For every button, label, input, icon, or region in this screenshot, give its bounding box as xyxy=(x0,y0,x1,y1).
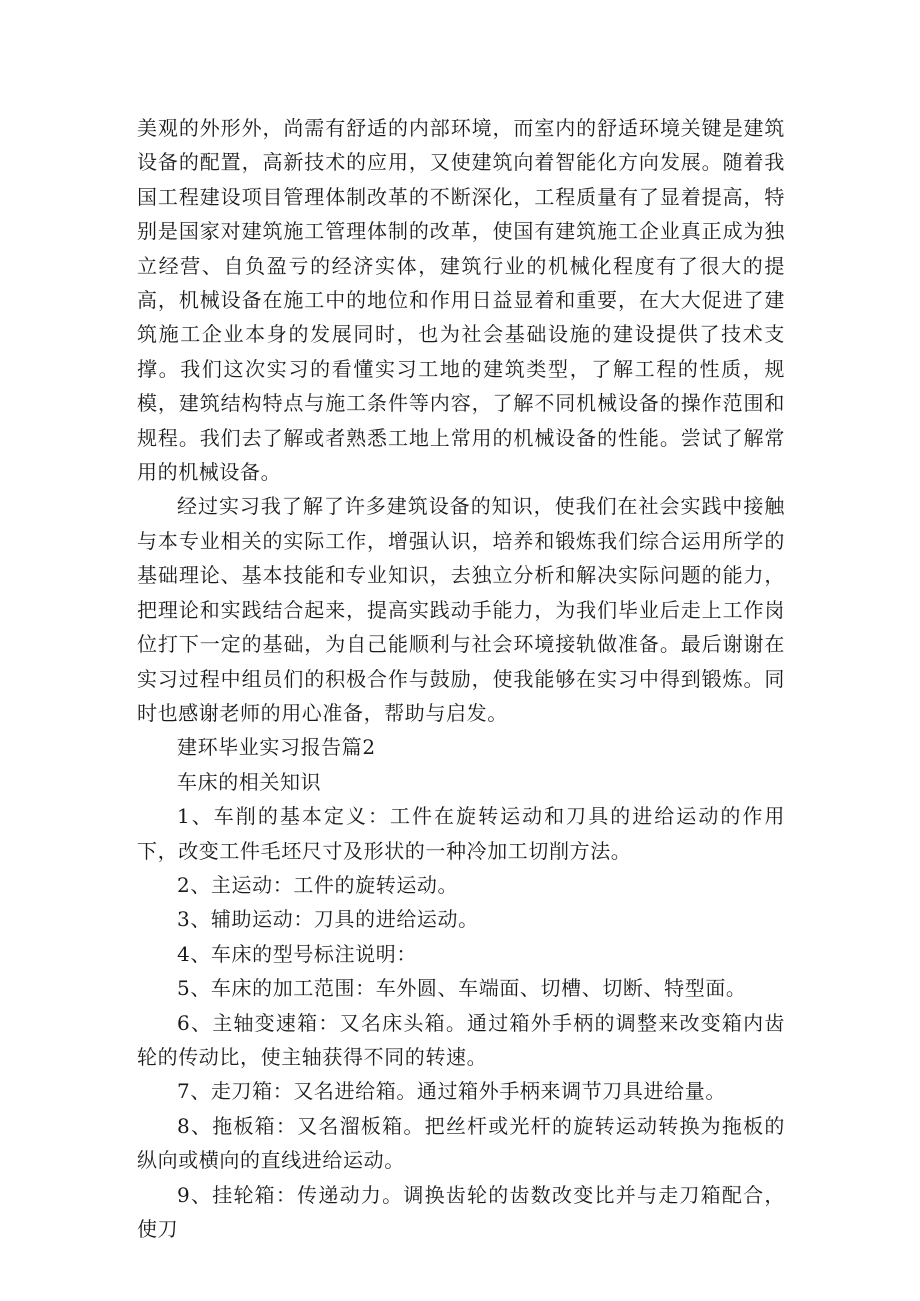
paragraph-continued: 美观的外形外，尚需有舒适的内部环境，而室内的舒适环境关键是建筑设备的配置，高新技术的应用，又使建筑向着智能化方向发展。随着我国工程建设项目管理体制改革的不断深化，工程质量有了显着提高，特别是国家对建筑施工管理体制的改革，使国有建筑施工企业真正成为独立经营、自负盈亏的经济实体，建筑行业的机械化程度有了很大的提高，机械设备在施工中的地位和作用日益显着和重要，在大大促进了建筑施工企业本身的发展同时，也为社会基础设施的建设提供了技术支撑。我们这次实习的看懂实习工地的建筑类型，了解工程的性质，规模，建筑结构特点与施工条件等内容，了解不同机械设备的操作范围和规程。我们去了解或者熟悉工地上常用的机械设备的性能。尝试了解常用的机械设备。 xyxy=(137,116,785,485)
list-item: 5、车床的加工范围：车外圆、车端面、切槽、切断、特型面。 xyxy=(177,976,747,1001)
list-item: 3、辅助运动：刀具的进给运动。 xyxy=(177,907,479,932)
list-item: 8、拖板箱：又名溜板箱。把丝杆或光杆的旋转运动转换为拖板的纵向或横向的直线进给运动。 xyxy=(137,1113,785,1173)
section-heading: 建环毕业实习报告篇2 xyxy=(177,735,376,760)
document-body xyxy=(137,111,785,1246)
paragraph-conclusion: 经过实习我了解了许多建筑设备的知识，使我们在社会实践中接触与本专业相关的实际工作，增强认识，培养和锻炼我们综合运用所学的基础理论、基本技能和专业知识，去独立分析和解决实际问题的能力，把理论和实践结合起来，提高实践动手能力，为我们毕业后走上工作岗位打下一定的基础，为自己能顺利与社会环境接轨做准备。最后谢谢在实习过程中组员们的积极合作与鼓励，使我能够在实习中得到锻炼。同时也感谢老师的用心准备，帮助与启发。 xyxy=(137,494,785,725)
list-item: 9、挂轮箱：传递动力。调换齿轮的齿数改变比并与走刀箱配合，使刀 xyxy=(137,1182,785,1241)
list-item: 4、车床的型号标注说明： xyxy=(177,941,417,966)
list-item: 7、走刀箱：又名进给箱。通过箱外手柄来调节刀具进给量。 xyxy=(177,1079,726,1104)
list-item: 6、主轴变速箱：又名床头箱。通过箱外手柄的调整来改变箱内齿轮的传动比，使主轴获得不同的转速。 xyxy=(137,1010,785,1069)
list-item: 1、车削的基本定义：工件在旋转运动和刀具的进给运动的作用下，改变工件毛坯尺寸及形状的一种冷加工切削方法。 xyxy=(137,804,785,863)
subsection-heading: 车床的相关知识 xyxy=(177,769,322,794)
list-item: 2、主运动：工件的旋转运动。 xyxy=(177,872,459,897)
